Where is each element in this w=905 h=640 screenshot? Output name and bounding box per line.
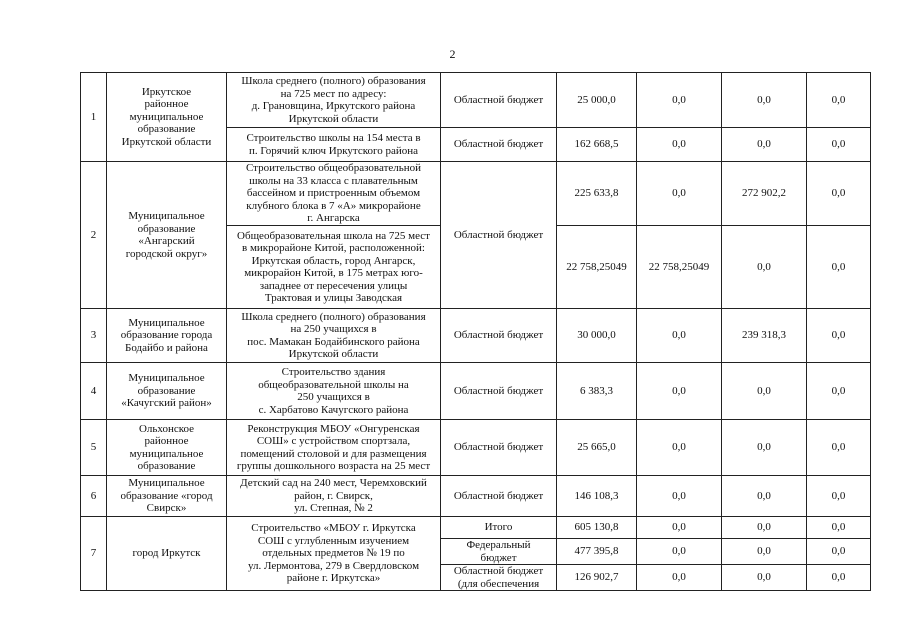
page-number: 2 [449, 47, 456, 61]
object-cell-line: СОШ» с устройством спортзала, [256, 435, 411, 447]
amount-cell: 0,0 [637, 162, 722, 226]
object-cell-line: районе г. Иркутска» [286, 572, 381, 585]
amount-cell: 0,0 [722, 363, 807, 420]
amount-cell: 272 902,2 [722, 162, 807, 226]
amount-cell: 0,0 [807, 309, 871, 363]
table-row [81, 476, 871, 517]
municipality-cell-line: Муниципальное [128, 372, 205, 385]
row-number-cell: 2 [81, 162, 107, 309]
object-cell-line: ул. Лермонтова, 279 в Свердловском [247, 559, 420, 572]
amount-cell: 0,0 [722, 565, 807, 591]
object-cell-line: пос. Мамакан Бодайбинского района [247, 335, 420, 348]
amount-cell: 0,0 [807, 226, 871, 309]
amount-cell: 239 318,3 [722, 309, 807, 363]
object-cell-line: г. Ангарска [307, 212, 360, 225]
object-cell-line: район, г. Свирск, [294, 489, 373, 502]
row-number-cell: 5 [81, 420, 107, 476]
amount-cell: 0,0 [722, 128, 807, 162]
municipality-cell [107, 420, 227, 476]
municipality-cell-line: образование [137, 384, 196, 397]
municipality-cell-line: «Качугский район» [121, 397, 212, 410]
funding-source-cell-line: Федеральный [466, 539, 531, 551]
funding-source-cell: Областной бюджет [441, 162, 557, 309]
amount-cell: 0,0 [807, 162, 871, 226]
amount-cell: 225 633,8 [557, 162, 637, 226]
amount-cell: 0,0 [637, 517, 722, 539]
funding-source-cell [441, 517, 557, 539]
object-cell-line: Школа среднего (полного) образования [241, 310, 426, 323]
amount-cell: 0,0 [637, 309, 722, 363]
object-cell-line: западнее от пересечения улицы [259, 279, 408, 292]
amount-cell: 0,0 [807, 73, 871, 128]
table-row [81, 517, 871, 539]
object-cell-line: группы дошкольного возраста на 25 мест [236, 460, 431, 472]
object-cell-line: помещений столовой и для размещения [240, 447, 427, 460]
funding-source-cell-line: Итого [484, 521, 513, 534]
funding-source-cell-line: (для обеспечения [457, 577, 540, 590]
municipality-cell [107, 73, 227, 162]
amount-cell: 0,0 [807, 128, 871, 162]
amount-cell: 0,0 [722, 420, 807, 476]
amount-cell: 0,0 [722, 539, 807, 565]
object-cell-line: бассейном и пристроенным объемом [246, 187, 421, 200]
amount-cell: 146 108,3 [557, 476, 637, 517]
municipality-cell-line: Муниципальное [128, 210, 205, 222]
row-number-cell: 3 [81, 309, 107, 363]
object-cell-line: Общеобразовательная школа на 725 мест [237, 229, 430, 242]
amount-cell: 0,0 [637, 565, 722, 591]
municipality-cell-line: Бодайбо и района [125, 341, 208, 354]
municipality-cell-line: город Иркутск [132, 547, 201, 560]
amount-cell: 25 000,0 [557, 73, 637, 128]
amount-cell: 0,0 [637, 363, 722, 420]
amount-cell: 0,0 [807, 517, 871, 539]
object-cell [227, 476, 441, 517]
municipality-cell-line: Ольхонское [138, 422, 195, 435]
municipality-cell [107, 517, 227, 591]
funding-source-cell [441, 539, 557, 565]
amount-cell: 0,0 [722, 476, 807, 517]
amount-cell: 0,0 [722, 517, 807, 539]
amount-cell: 0,0 [722, 226, 807, 309]
object-cell-line: Иркутской области [288, 112, 379, 125]
row-number-cell: 7 [81, 517, 107, 591]
object-cell-line: Иркутской области [288, 348, 379, 360]
object-cell-line: СОШ с углубленным изучением [257, 534, 410, 547]
amount-cell: 0,0 [637, 420, 722, 476]
amount-cell: 162 668,5 [557, 128, 637, 162]
amount-cell: 22 758,25049 [557, 226, 637, 309]
object-cell-line: п. Горячий ключ Иркутского района [248, 144, 419, 157]
amount-cell: 0,0 [807, 363, 871, 420]
municipality-cell-line: Муниципальное [128, 477, 205, 490]
amount-cell: 0,0 [807, 539, 871, 565]
amount-cell: 0,0 [637, 476, 722, 517]
municipality-cell-line: образование [137, 460, 196, 472]
municipality-cell [107, 309, 227, 363]
municipality-cell [107, 162, 227, 309]
municipality-cell-line: муниципальное [129, 447, 204, 460]
municipality-cell-line: Иркутское [141, 85, 192, 98]
amount-cell: 126 902,7 [557, 565, 637, 591]
municipality-cell-line: районное [144, 435, 189, 447]
row-number-cell: 6 [81, 476, 107, 517]
municipality-cell-line: «Ангарский [138, 235, 195, 247]
funding-source-cell: Областной бюджет [441, 128, 557, 162]
funding-source-cell [441, 565, 557, 591]
table-row [81, 309, 871, 363]
amount-cell: 0,0 [807, 565, 871, 591]
municipality-cell [107, 363, 227, 420]
funding-source-cell-line: бюджет [480, 551, 517, 564]
object-cell-line: ул. Степная, № 2 [294, 502, 373, 515]
object-cell-line: Строительство общеобразовательной [245, 162, 422, 175]
row-number-cell: 1 [81, 73, 107, 162]
amount-cell: 477 395,8 [557, 539, 637, 565]
funding-source-cell: Областной бюджет [441, 309, 557, 363]
amount-cell: 0,0 [637, 539, 722, 565]
amount-cell: 0,0 [722, 73, 807, 128]
municipality-cell [107, 476, 227, 517]
amount-cell: 0,0 [637, 128, 722, 162]
table-row [81, 73, 871, 128]
object-cell [227, 128, 441, 162]
funding-source-cell: Областной бюджет [441, 476, 557, 517]
object-cell [227, 226, 441, 309]
table-row [81, 420, 871, 476]
object-cell-line: с. Харбатово Качугского района [258, 403, 409, 416]
object-cell-line: на 725 мест по адресу: [280, 87, 387, 100]
object-cell-line: Строительство «МБОУ г. Иркутска [251, 522, 416, 535]
amount-cell: 605 130,8 [557, 517, 637, 539]
object-cell-line: Школа среднего (полного) образования [241, 75, 426, 87]
object-cell-line: микрорайон Китой, в 175 метрах юго- [244, 267, 423, 279]
object-cell-line: Строительство здания [281, 366, 386, 378]
object-cell-line: 250 учащихся в [297, 391, 370, 403]
municipality-cell-line: Свирск» [146, 502, 187, 515]
amount-cell: 30 000,0 [557, 309, 637, 363]
amount-cell: 25 665,0 [557, 420, 637, 476]
object-cell [227, 162, 441, 226]
object-cell-line: школы на 33 класса с плавательным [249, 174, 418, 187]
object-cell [227, 363, 441, 420]
object-cell [227, 517, 441, 591]
object-cell-line: клубного блока в 7 «А» микрорайоне [246, 199, 421, 212]
amount-cell: 22 758,25049 [637, 226, 722, 309]
funding-source-cell-line: Областной бюджет [453, 565, 544, 577]
object-cell-line: на 250 учащихся в [290, 323, 377, 335]
object-cell-line: отдельных предметов № 19 по [262, 547, 405, 560]
municipality-cell-line: образование [137, 222, 196, 235]
object-cell-line: в микрорайоне Китой, расположенной: [242, 242, 425, 254]
funding-source-cell: Областной бюджет [441, 73, 557, 128]
funding-table [80, 72, 871, 591]
amount-cell: 6 383,3 [557, 363, 637, 420]
funding-source-cell: Областной бюджет [441, 420, 557, 476]
municipality-cell-line: муниципальное [129, 110, 204, 123]
object-cell-line: Трактовая и улицы Заводская [264, 292, 403, 304]
municipality-cell-line: образование города [120, 329, 213, 342]
table-row [81, 363, 871, 420]
municipality-cell-line: районное [144, 98, 189, 111]
object-cell [227, 309, 441, 363]
amount-cell: 0,0 [807, 420, 871, 476]
municipality-cell-line: образование [137, 123, 196, 136]
object-cell-line: общеобразовательной школы на [258, 378, 409, 391]
table-row [81, 162, 871, 226]
municipality-cell-line: городской округ» [125, 247, 208, 260]
table-body [81, 73, 871, 591]
object-cell-line: Реконструкция МБОУ «Онгуренская [247, 422, 420, 435]
funding-source-cell: Областной бюджет [441, 363, 557, 420]
object-cell-line: Детский сад на 240 мест, Черемховский [240, 477, 427, 490]
object-cell-line: Строительство школы на 154 места в [246, 132, 421, 144]
row-number-cell: 4 [81, 363, 107, 420]
amount-cell: 0,0 [807, 476, 871, 517]
municipality-cell-line: образование «город [120, 489, 213, 502]
municipality-cell-line: Муниципальное [128, 316, 205, 329]
amount-cell: 0,0 [637, 73, 722, 128]
object-cell [227, 73, 441, 128]
object-cell-line: Иркутская область, город Ангарск, [251, 254, 416, 267]
object-cell-line: д. Грановщина, Иркутского района [251, 100, 416, 112]
object-cell [227, 420, 441, 476]
municipality-cell-line: Иркутской области [121, 135, 212, 148]
